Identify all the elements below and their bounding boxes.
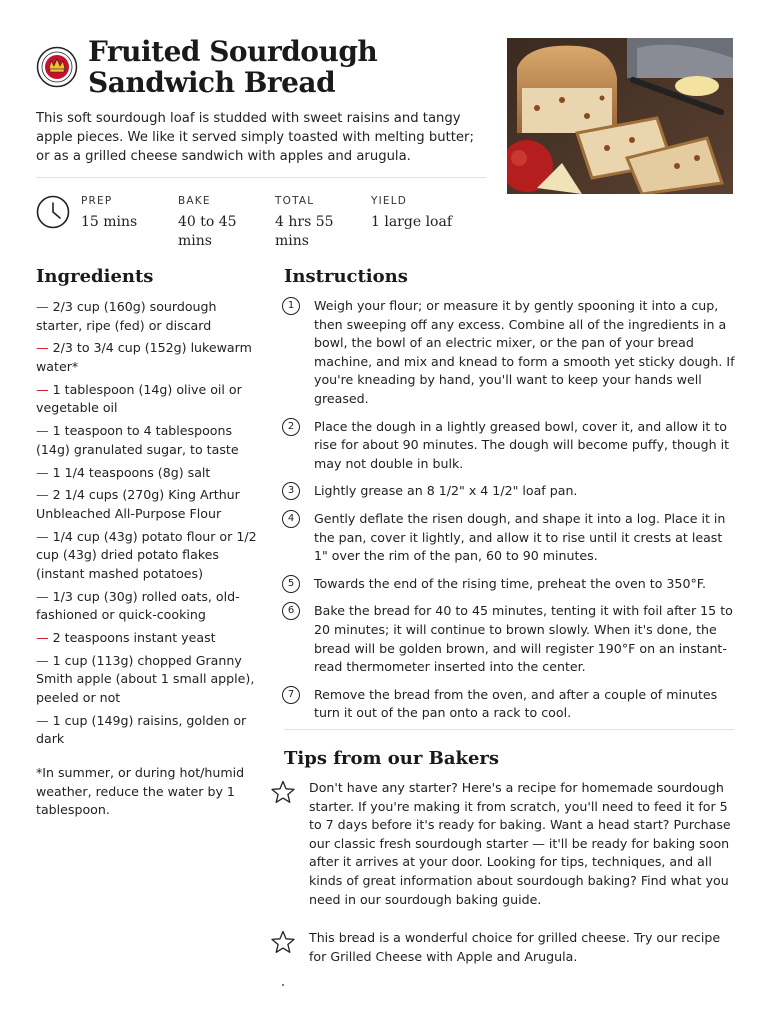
tip-item <box>270 779 734 909</box>
stat-total <box>275 195 355 251</box>
step-text: Towards the end of the rising time, preheat the oven to 350°F. <box>314 575 706 591</box>
stat-value: 15 mins <box>81 214 138 230</box>
step-text: Bake the bread for 40 to 45 minutes, tenting it with foil after 15 to 20 minutes; it will continue to brown slowly. When it's done, the bread will be golden brown, and will register 190°F on an instant-read thermometer inserted into the center. <box>314 603 733 675</box>
step-item <box>280 297 735 409</box>
step-item <box>280 510 735 566</box>
instructions-list <box>280 297 735 723</box>
dash-marker: — <box>36 528 49 544</box>
dash-marker: — <box>36 712 49 728</box>
ingredient-text: 1 teaspoon to 4 tablespoons (14g) granulated sugar, to taste <box>36 423 239 457</box>
ingredient-text: 1/4 cup (43g) potato flour or 1/2 cup (43g) dried potato flakes (instant mashed potatoes) <box>36 528 257 581</box>
recipe-intro: This soft sourdough loaf is studded with sweet raisins and tangy apple pieces. We like it served simply toasted with melting butter; or as a grilled cheese sandwich with apples and arugula. <box>36 111 474 164</box>
tip-item <box>270 929 734 966</box>
instructions-heading: Instructions <box>284 266 408 287</box>
step-number: 1 <box>282 297 300 315</box>
star-icon <box>270 929 296 955</box>
step-number: 4 <box>282 510 300 528</box>
list-item <box>36 339 261 376</box>
ingredient-text: 2/3 to 3/4 cup (152g) lukewarm water* <box>36 340 252 374</box>
ingredient-text: 1/3 cup (30g) rolled oats, old-fashioned or quick-cooking <box>36 588 240 623</box>
list-item <box>36 652 261 708</box>
stat-label: PREP <box>81 195 113 207</box>
star-icon <box>270 779 296 805</box>
step-number: 3 <box>282 482 300 500</box>
stat-value: 4 hrs 55 mins <box>275 214 334 249</box>
list-item <box>36 588 261 625</box>
stat-label: YIELD <box>371 195 408 207</box>
list-item <box>36 298 261 335</box>
step-text: Gently deflate the risen dough, and shape it into a log. Place it in the pan, cover it lightly, and allow it to rise until it crests at least 1" over the rim of the pan, 60 to 90 minutes. <box>314 510 726 564</box>
ingredient-note: *In summer, or during hot/humid weather, reduce the water by 1 tablespoon. <box>36 765 245 818</box>
page-title: Fruited Sourdough Sandwich Bread <box>88 35 378 99</box>
divider <box>36 177 486 178</box>
stat-prep <box>81 195 171 232</box>
dash-marker: — <box>36 487 49 503</box>
list-item <box>36 528 261 584</box>
step-text: Remove the bread from the oven, and after a couple of minutes turn it out of the pan onto a rack to cool. <box>314 686 718 721</box>
step-number: 2 <box>282 418 300 436</box>
stat-value: 40 to 45 mins <box>178 214 237 249</box>
step-number: 6 <box>282 602 300 620</box>
bread-photo <box>507 38 733 194</box>
list-item <box>36 629 261 648</box>
dash-marker: — <box>36 381 49 397</box>
step-text: Place the dough in a lightly greased bowl, cover it, and allow it to rise for about 90 minutes. The dough will become puffy, though it may not double in bulk. <box>314 418 730 471</box>
ingredient-text: 2 1/4 cups (270g) King Arthur Unbleached All-Purpose Flour <box>36 487 240 521</box>
dash-marker: — <box>36 588 49 604</box>
list-item <box>36 422 261 459</box>
ingredient-text: 1 cup (149g) raisins, golden or dark <box>36 712 247 747</box>
list-item <box>36 712 261 749</box>
divider <box>284 729 734 730</box>
step-text: Weigh your flour; or measure it by gently spooning it into a cup, then sweeping off any excess. Combine all of the ingredients in a bowl, the bowl of an electric mixer, or the pan of your bread machine, and mix and knead to form a smooth yet sticky dough. If you're kneading by hand, you'll want to keep your hands well greased. <box>314 298 735 406</box>
dash-marker: — <box>36 299 49 314</box>
dash-marker: — <box>36 652 49 668</box>
clock-icon <box>36 195 70 229</box>
tip-text: Don't have any starter? Here's a recipe for homemade sourdough starter. If you're making it from scratch, you'll need to feed it for 5 to 7 days before it's ready for baking. Want a head start? Purchase our classic fresh sourdough starter — it'll be ready for baking soon after it arrives at your door. Looking for tips, techniques, and all kinds of great information about sourdough baking? Find what you need in our sourdough baking guide. <box>309 780 731 907</box>
ingredients-list <box>36 298 261 753</box>
ingredient-text: 2 teaspoons instant yeast <box>52 630 216 645</box>
dash-marker: — <box>36 464 49 480</box>
ingredient-text: 1 cup (113g) chopped Granny Smith apple (about 1 small apple), peeled or not <box>36 652 255 705</box>
ingredient-text: 1 tablespoon (14g) olive oil or vegetable oil <box>36 381 242 416</box>
step-number: 7 <box>282 686 300 704</box>
step-text: Lightly grease an 8 1/2" x 4 1/2" loaf pan. <box>314 483 578 499</box>
step-item <box>280 602 735 676</box>
step-item <box>280 686 735 723</box>
page-dot <box>282 984 284 986</box>
stat-yield <box>371 195 481 232</box>
step-item <box>280 482 735 501</box>
dash-marker: — <box>36 423 49 439</box>
ingredient-text: 1 1/4 teaspoons (8g) salt <box>52 464 211 480</box>
list-item <box>36 381 261 418</box>
king-arthur-logo <box>36 46 78 88</box>
ingredient-text: 2/3 cup (160g) sourdough starter, ripe (fed) or discard <box>36 299 217 333</box>
stat-label: TOTAL <box>275 195 315 207</box>
step-item <box>280 575 735 594</box>
stat-bake <box>178 195 258 251</box>
stat-value: 1 large loaf <box>371 214 453 230</box>
step-number: 5 <box>282 575 300 593</box>
list-item <box>36 464 261 483</box>
step-item <box>280 418 735 474</box>
dash-marker: — <box>36 340 49 356</box>
ingredients-heading: Ingredients <box>36 266 154 287</box>
tips-heading: Tips from our Bakers <box>284 748 500 769</box>
stat-label: BAKE <box>178 195 211 207</box>
tip-text: This bread is a wonderful choice for grilled cheese. Try our recipe for Grilled Cheese with Apple and Arugula. <box>309 930 721 964</box>
dash-marker: — <box>36 630 49 645</box>
list-item <box>36 486 261 523</box>
